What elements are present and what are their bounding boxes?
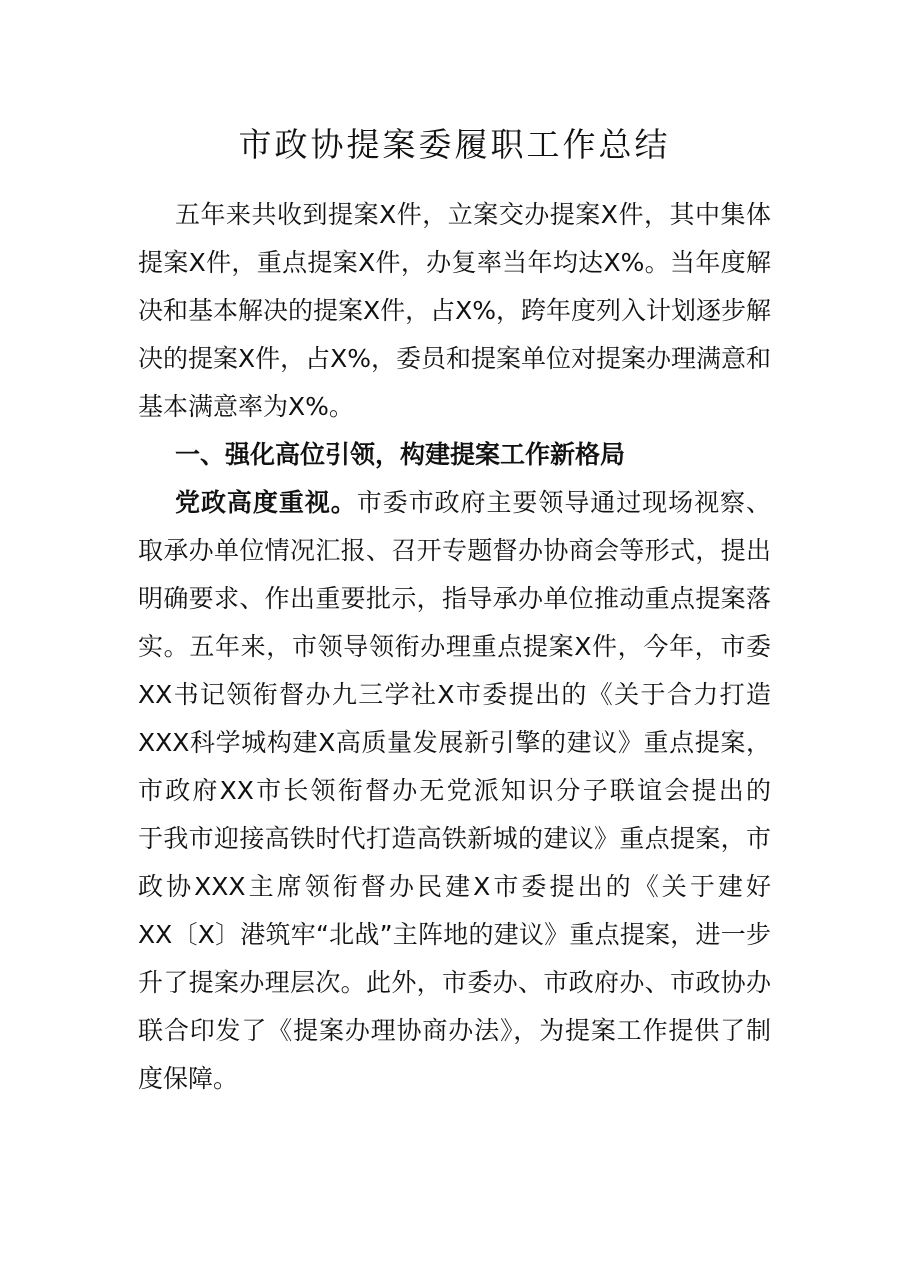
paragraph-line [138,479,771,527]
document-title: 市政协提案委履职工作总结 [238,125,671,164]
paragraph-line: XX〔X〕港筑牢“北战”主阵地的建议》重点提案，进一步 [138,920,771,949]
paragraph-line: 实。五年来，市领导领衔办理重点提案X件，今年，市委 [138,632,771,661]
paragraph-line: 决的提案X件，占X%，委员和提案单位对提案办理满意和 [138,344,771,373]
paragraph-line: 取承办单位情况汇报、召开专题督办协商会等形式，提出 [138,536,771,565]
paragraph-line: 度保障。 [138,1064,239,1093]
paragraph-line: 联合印发了《提案办理协商办法》，为提案工作提供了制 [138,1016,771,1045]
paragraph-line: 提案X件，重点提案X件，办复率当年均达X%。当年度解 [138,248,771,277]
paragraph-line-text: 市委市政府主要领导通过现场视察、 [356,488,771,517]
section-paragraph [138,479,771,1103]
paragraph-line: 决和基本解决的提案X件，占X%，跨年度列入计划逐步解 [138,296,771,325]
paragraph-line: 明确要求、作出重要批示，指导承办单位推动重点提案落 [138,584,771,613]
document-body [138,191,771,1103]
paragraph-line: 升了提案办理层次。此外，市委办、市政府办、市政协办 [138,968,771,997]
paragraph-line: XXX科学城构建X高质量发展新引擎的建议》重点提案， [138,728,771,757]
paragraph-line: 五年来共收到提案X件，立案交办提案X件，其中集体 [175,200,771,229]
paragraph-lead: 党政高度重视。 [175,488,357,517]
section-heading: 一、强化高位引领，构建提案工作新格局 [175,440,626,469]
paragraph-line: XX书记领衔督办九三学社X市委提出的《关于合力打造 [138,680,771,709]
paragraph-line: 市政府XX市长领衔督办无党派知识分子联谊会提出的 [138,776,771,805]
paragraph-line: 基本满意率为X%。 [138,392,354,421]
intro-paragraph [138,191,771,431]
paragraph-line: 政协XXX主席领衔督办民建X市委提出的《关于建好 [138,872,771,901]
paragraph-line: 于我市迎接高铁时代打造高铁新城的建议》重点提案，市 [138,824,771,853]
